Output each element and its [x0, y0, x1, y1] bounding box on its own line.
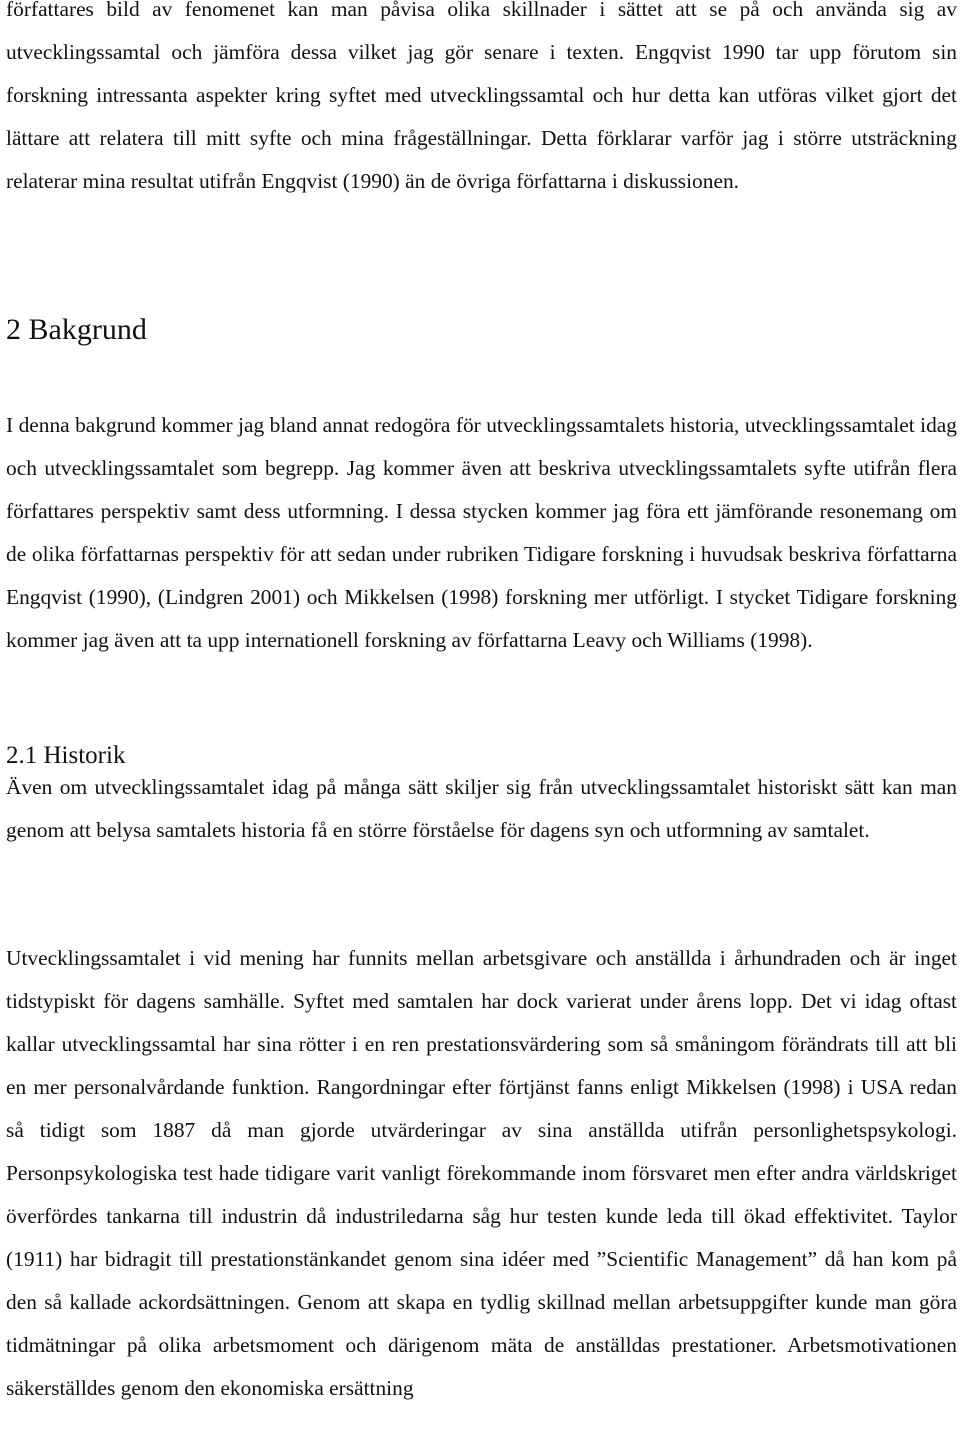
historik-paragraph-1: Även om utvecklingssamtalet idag på många sätt skiljer sig från utvecklingssamtalet historiskt sätt kan man genom att belysa samtalets historia få en större förståelse för dagens syn och utformning av samtalet. [6, 775, 957, 842]
historik-paragraph-2: Utvecklingssamtalet i vid mening har funnits mellan arbetsgivare och anställda i århundraden och är inget tidstypiskt för dagens samhälle. Syftet med samtalen har dock varierat under årens lopp. Det vi idag oftast kallar utvecklingssamtal har sina rötter i en ren prestationsvärdering som så småningom förändrats till att bli en mer personalvårdande funktion. Rangordningar efter förtjänst fanns enligt Mikkelsen (1998) i USA redan så tidigt som 1887 då man gjorde utvärderingar av sina anställda utifrån personlighetspsykologi. Personpsykologiska test hade tidigare varit vanligt förekommande inom försvaret men efter andra världskriget överfördes tankarna till industrin då industriledarna såg hur testen kunde leda till ökad effektivitet. Taylor (1911) har bidragit till prestationstänkandet genom sina idéer med ”Scientific Management” då han kom på den så kallade ackordsättningen. Genom att skapa en tydlig skillnad mellan arbetsuppgifter kunde man göra tidmätningar på olika arbetsmoment och därigenom mäta de anställdas prestationer. Arbetsmotivationen säkerställdes genom den ekonomiska ersättning [6, 946, 957, 1400]
section-heading-bakgrund: 2 Bakgrund [6, 313, 147, 346]
intro-paragraph: författares bild av fenomenet kan man påvisa olika skillnader i sättet att se på och använda sig av utvecklingssamtal och jämföra dessa vilket jag gör senare i texten. Engqvist 1990 tar upp förutom sin forskning intressanta aspekter kring syftet med utvecklingssamtal och hur detta kan utföras vilket gjort det lättare att relatera till mitt syfte och mina frågeställningar. Detta förklarar varför jag i större utsträckning relaterar mina resultat utifrån Engqvist (1990) än de övriga författarna i diskussionen. [6, 0, 957, 193]
bakgrund-paragraph: I denna bakgrund kommer jag bland annat redogöra för utvecklingssamtalets historia, utvecklingssamtalet idag och utvecklingssamtalet som begrepp. Jag kommer även att beskriva utvecklingssamtalets syfte utifrån flera författares perspektiv samt dess utformning. I dessa stycken kommer jag föra ett jämförande resonemang om de olika författarnas perspektiv för att sedan under rubriken Tidigare forskning i huvudsak beskriva författarna Engqvist (1990), (Lindgren 2001) och Mikkelsen (1998) forskning mer utförligt. I stycket Tidigare forskning kommer jag även att ta upp internationell forskning av författarna Leavy och Williams (1998). [6, 413, 957, 652]
section-heading-historik: 2.1 Historik [6, 742, 126, 769]
